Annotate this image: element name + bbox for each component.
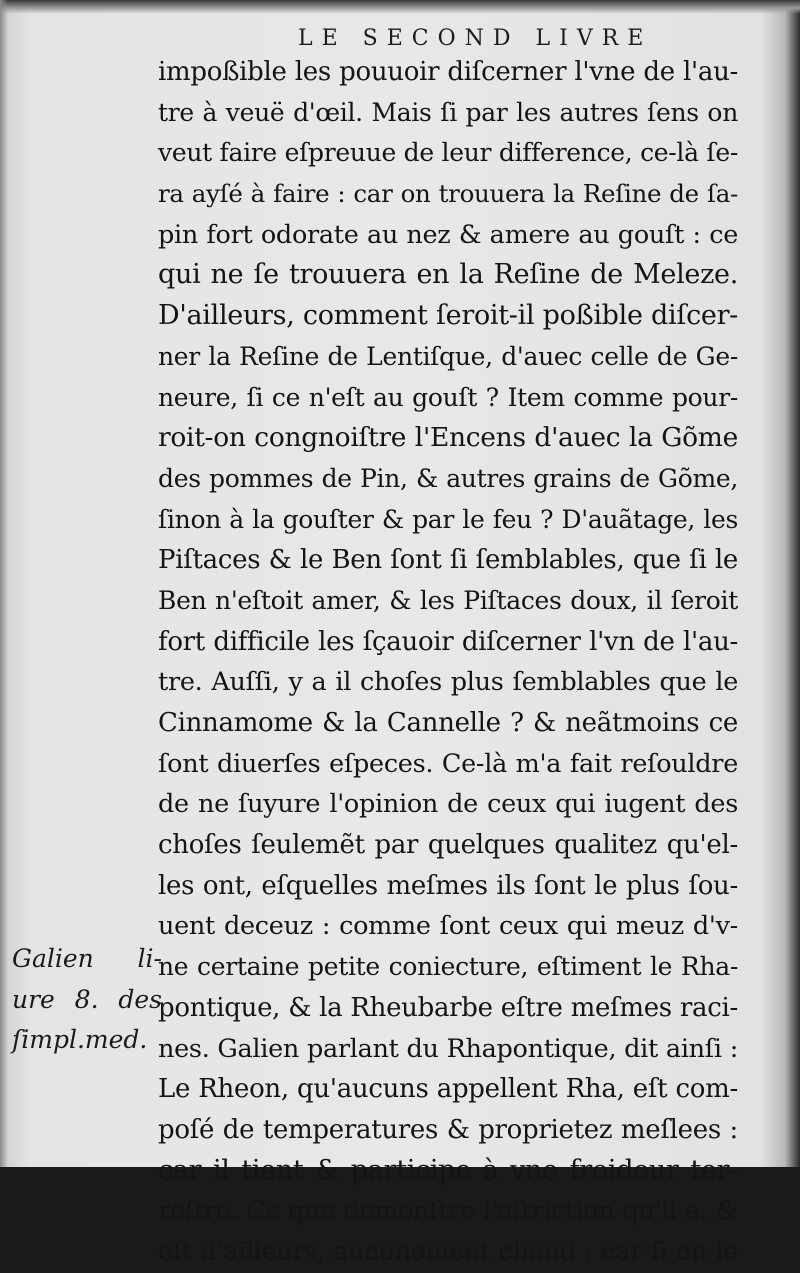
text-line: neure, ſi ce n'eſt au gouſt ? Item comme pour- — [158, 382, 738, 412]
text-line: nes. Galien parlant du Rhapontique, dit ainſi : — [158, 1033, 738, 1064]
margin-note-line: Galien li- — [12, 944, 162, 973]
text-line: reſtre. Ce que demonſtre l'aſtriction qu'il a, & — [158, 1196, 738, 1227]
text-line: ſont diuerſes eſpeces. Ce-là m'a fait reſouldre — [158, 748, 738, 779]
text-line: qui ne ſe trouuera en la Reſine de Meleze. — [158, 259, 738, 291]
margin-note-line: ure 8. des — [12, 984, 162, 1014]
text-line: ra ayſé à faire : car on trouuera la Reſine de ſa- — [158, 179, 738, 209]
body-text — [158, 52, 738, 1273]
text-line: roit-on congnoiſtre l'Encens d'auec la Gõme — [158, 422, 738, 454]
text-line: les ont, eſquelles meſmes ils ſont le plus ſou- — [158, 870, 738, 901]
text-line: Ben n'eſtoit amer, & les Piſtaces doux, il ſeroit — [158, 585, 738, 615]
text-line: D'ailleurs, comment ſeroit-il poßible diſcer- — [158, 300, 738, 332]
text-line: tre. Auſſi, y a il choſes plus ſemblables que le — [158, 667, 738, 698]
text-line: veut faire eſpreuue de leur difference, ce-là ſe- — [158, 138, 738, 168]
text-line: uent deceuz : comme ſont ceux qui meuz d'v- — [158, 911, 738, 942]
text-line: impoßible les pouuoir diſcerner l'vne de l'au- — [158, 57, 738, 87]
text-line: ner la Reſine de Lentiſque, d'auec celle de Ge- — [158, 341, 738, 371]
text-line: pin fort odorate au nez & amere au gouſt : ce — [158, 219, 738, 250]
text-line: choſes ſeulemẽt par quelques qualitez qu'el- — [158, 830, 738, 861]
text-line: Le Rheon, qu'aucuns appellent Rha, eſt com- — [158, 1074, 738, 1105]
text-line: eſt d'ailleurs, aucunement chaud : car ſi on le — [158, 1236, 738, 1267]
text-line: pontique, & la Rheubarbe eſtre meſmes raci- — [158, 992, 738, 1023]
text-line: poſé de temperatures & proprietez meſlees : — [158, 1114, 738, 1145]
margin-note-line: ſimpl.med. — [12, 1025, 148, 1055]
text-line: ne certaine petite coniecture, eſtiment le Rha- — [158, 952, 738, 982]
text-line: car il tient & participe à vne froideur ter- — [158, 1154, 738, 1186]
text-line: Piſtaces & le Ben ſont ſi ſemblables, que ſi le — [158, 545, 738, 576]
text-line: Cinnamome & la Cannelle ? & neãtmoins ce — [158, 708, 738, 738]
text-line: fort difficile les ſçauoir diſcerner l'vn de l'au- — [158, 626, 738, 657]
text-line: ſinon à la gouſter & par le feu ? D'auãtage, les — [158, 504, 738, 534]
running-head: LE SECOND LIVRE — [298, 26, 653, 51]
margin-note — [12, 939, 162, 1061]
page-left-edge — [0, 0, 8, 1167]
text-line: des pommes de Pin, & autres grains de Gõme, — [158, 463, 738, 493]
page-top-shadow — [0, 0, 800, 14]
text-line: de ne ſuyure l'opinion de ceux qui iugent des — [158, 789, 738, 820]
text-line: tre à veuë d'œil. Mais ſi par les autres ſens on — [158, 97, 738, 127]
